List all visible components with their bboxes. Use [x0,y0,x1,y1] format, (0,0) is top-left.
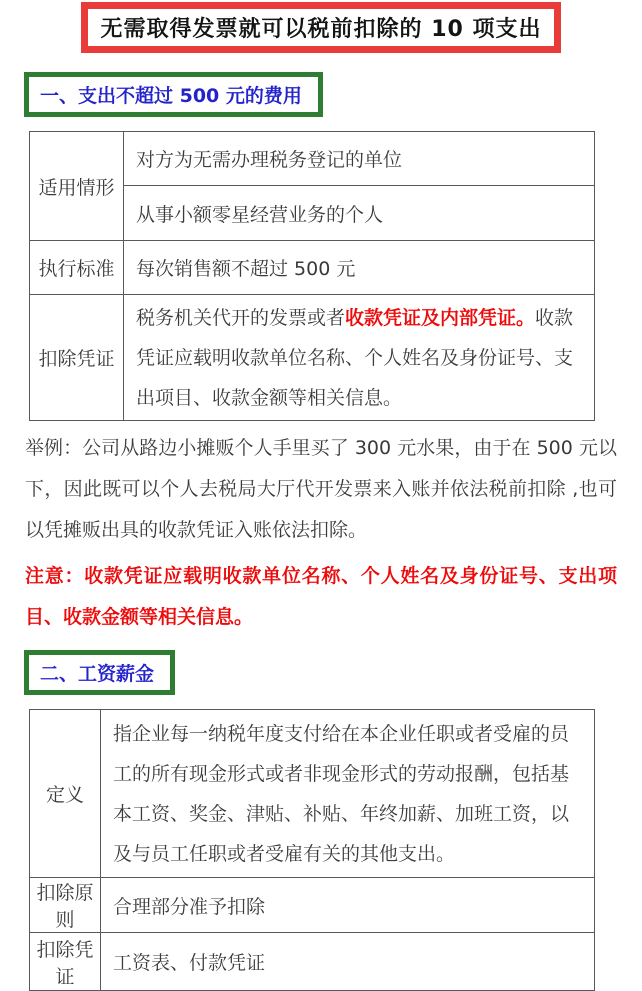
section1-heading-text: 一、支出不超过 500 元的费用 [40,85,302,107]
table-row [30,295,595,421]
table-row [30,933,595,991]
document-title [81,2,562,53]
section2-heading [24,650,175,695]
section2-table [29,709,595,991]
example-paragraph: 举例：公司从路边小摊贩个人手里买了 300 元水果，由于在 500 元以下，因此既可以个人去税局大厅代开发票来入账并依法税前扣除 ,也可以凭摊贩出具的收款凭证入账依法扣除。 [25,437,617,541]
cell-deduction-principle: 合理部分准予扣除 [101,878,595,933]
section2-heading-text: 二、工资薪金 [40,663,155,685]
note-paragraph: 注意：收款凭证应载明收款单位名称、个人姓名及身份证号、支出项目、收款金额等相关信息。 [25,565,617,628]
table-row [30,710,595,878]
row-label-definition: 定义 [30,710,101,878]
cell-applicable-individual: 从事小额零星经营业务的个人 [124,186,595,241]
cell-execution-standard: 每次销售额不超过 500 元 [124,241,595,295]
voucher-text-red-emphasis: 收款凭证及内部凭证。 [345,306,536,329]
row-label-execution-standard: 执行标准 [30,241,124,295]
row-label-deduction-principle: 扣除原则 [30,878,101,933]
voucher-text-plain: 税务机关代开的发票或者 [136,306,346,329]
document-title-text: 无需取得发票就可以税前扣除的 10 项支出 [100,17,542,42]
row-label-deduction-voucher: 扣除凭证 [30,295,124,421]
document-page [0,2,642,988]
section1-heading [24,72,323,117]
table-row [30,241,595,295]
cell-definition: 指企业每一纳税年度支付给在本企业任职或者受雇的员工的所有现金形式或者非现金形式的劳动报酬，包括基本工资、奖金、津贴、补贴、年终加薪、加班工资，以及与员工任职或者受雇有关的其他支出。 [101,710,595,878]
cell-deduction-voucher [124,295,595,421]
table-row [30,132,595,186]
row-label-applicable-situation: 适用情形 [30,132,124,241]
cell-applicable-unit: 对方为无需办理税务登记的单位 [124,132,595,186]
voucher-text-plain: 收款凭证应载明收款单位名称、个人姓名及身份证号、支出项目、收款金额等相关信息。 [136,306,574,409]
cell-deduction-voucher: 工资表、付款凭证 [101,933,595,991]
table-row [30,878,595,933]
row-label-deduction-voucher: 扣除凭证 [30,933,101,991]
section1-table [29,131,595,421]
